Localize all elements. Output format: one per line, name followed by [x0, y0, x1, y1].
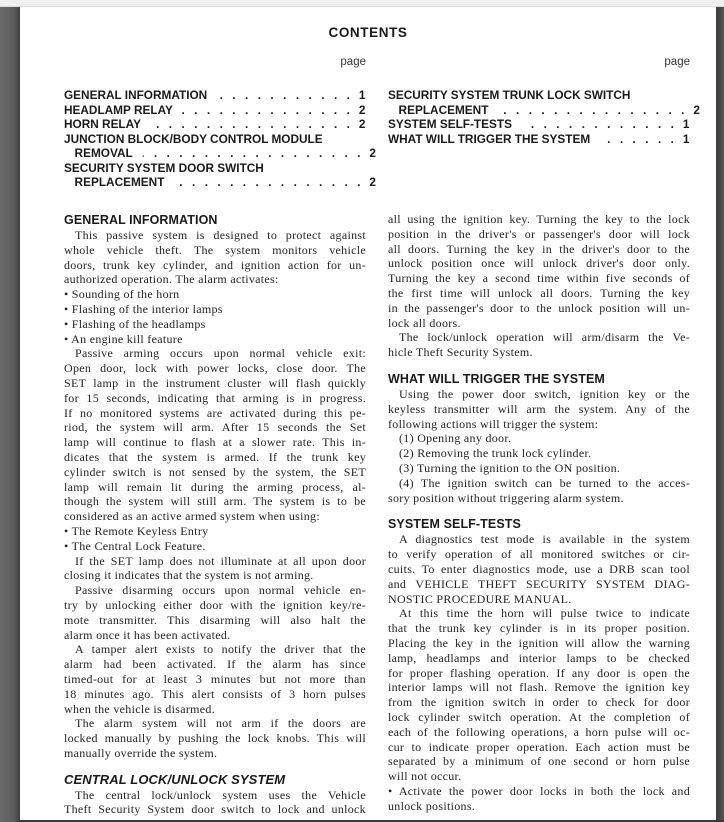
text-line: alarm had been activated. If the alarm has since: [64, 657, 366, 672]
paragraph: [64, 583, 366, 642]
dot-leader: [142, 146, 363, 161]
text-line: keyless transmitter will arm the system. Any of the: [388, 401, 690, 416]
text-line: Turning the key a second time within five seconds of: [388, 271, 690, 286]
text-line: whole vehicle theft. The system monitors vehicle: [64, 242, 366, 257]
dot-leader: [151, 117, 354, 132]
text-line: separated by a minimum of one second or horn pulse: [388, 754, 690, 769]
text-line: Using the power door switch, ignition key or the: [399, 386, 690, 401]
text-line: lock all doors.: [388, 315, 461, 330]
text-line: though the system will still arm. The system is to be: [64, 494, 366, 509]
text-line: will not occur.: [388, 769, 462, 784]
paragraph: [64, 788, 366, 818]
text-line: unlock positions.: [388, 798, 476, 813]
text-line: and VEHICLE THEFT SECURITY SYSTEM DIAG-: [388, 576, 690, 591]
toc-page-number: 2: [693, 102, 700, 117]
paragraph: [64, 332, 366, 347]
text-line: sory position without triggering alarm system.: [388, 490, 624, 505]
toc-entry-label: REMOVAL: [74, 146, 133, 160]
paragraph: [64, 302, 366, 317]
text-line: Passive disarming occurs upon normal vehicle en-: [75, 583, 366, 598]
text-line: following actions will trigger the system:: [388, 416, 599, 431]
text-line: closing it indicates that the system is not arming.: [64, 568, 314, 583]
paragraph: [64, 554, 366, 584]
text-line: cur to indicate proper operation. Each action must be: [388, 739, 690, 754]
text-line: when the vehicle is disarmed.: [64, 701, 215, 716]
toc-entry-label: HEADLAMP RELAY: [64, 102, 173, 117]
paragraph: [64, 287, 366, 302]
text-line: cuits. To enter diagnostics mode, use a DRB scan tool: [388, 561, 690, 576]
paragraph: [64, 716, 366, 760]
paragraph: [64, 317, 366, 332]
paragraph: [64, 346, 366, 524]
toc-entry[interactable]: [388, 88, 689, 103]
text-line: • An engine kill feature: [64, 331, 183, 346]
text-line: • Activate the power door locks in both the lock and: [388, 783, 690, 798]
text-line: manually override the system.: [64, 745, 218, 760]
toc-entry[interactable]: [64, 146, 376, 161]
toc-entry[interactable]: [388, 117, 689, 132]
toc-entry-label: GENERAL INFORMATION: [64, 88, 208, 102]
dot-leader: [498, 103, 688, 118]
text-line: considered as an active armed system when using:: [64, 509, 320, 524]
dot-leader: [217, 88, 353, 103]
viewer-left-margin: [0, 7, 20, 822]
paragraph: [388, 212, 690, 330]
text-line: all doors. Turning the key in the driver's door to the: [388, 241, 690, 256]
toc-left-column: [64, 88, 376, 190]
section-heading: CENTRAL LOCK/UNLOCK SYSTEM: [64, 771, 286, 787]
text-line: The alarm system will not arm if the doors are: [75, 716, 366, 731]
paragraph: [64, 524, 366, 539]
toc-entry-label: SECURITY SYSTEM TRUNK LOCK SWITCH: [388, 88, 631, 102]
paragraph: [388, 387, 690, 431]
toc-page-number: 2: [358, 102, 366, 117]
toc-entry-label: HORN RELAY: [64, 117, 141, 131]
dot-leader: [174, 175, 364, 190]
text-line: • Flashing of the headlamps: [64, 316, 206, 331]
toc-page-number: 2: [369, 175, 376, 189]
toc-entry[interactable]: [64, 161, 365, 176]
text-line: • The Remote Keyless Entry: [64, 523, 209, 538]
paragraph: [388, 461, 690, 476]
text-line: for proper flashing operation. If any door is open the: [388, 665, 690, 680]
toc-page-number: 1: [682, 131, 690, 146]
text-line: lamp, headlamps and interior lamps to be checked: [388, 650, 690, 665]
text-line: cylinder switch is not sensed by the system, the SET: [64, 464, 366, 479]
text-line: Open door, lock with power locks, close door. The: [64, 361, 366, 376]
text-line: If the SET lamp does not illuminate at all upon door: [75, 553, 366, 568]
text-line: • The Central Lock Feature.: [64, 538, 206, 553]
text-line: riod, the system will arm. After 15 seconds the Set: [64, 420, 366, 435]
paragraph: [388, 606, 690, 784]
dot-leader: [600, 132, 677, 147]
text-line: hicle Theft Security System.: [388, 345, 533, 360]
text-line: This passive system is designed to protect against: [75, 228, 366, 242]
toc-page-number: 2: [358, 117, 366, 131]
paragraph: [64, 539, 366, 554]
toc-entry[interactable]: [64, 88, 365, 103]
text-line: timed-out for at least 3 minutes but not more than: [64, 671, 366, 686]
text-line: (4) The ignition switch can be turned to the acces-: [399, 475, 690, 490]
text-line: Passive arming occurs upon normal vehicle exit:: [75, 346, 366, 361]
toc-entry-label: JUNCTION BLOCK/BODY CONTROL MODULE: [64, 131, 323, 146]
text-line: try by unlocking either door with the ignition key/re-: [64, 597, 366, 612]
paragraph: [388, 476, 690, 506]
toc-entry-label: SECURITY SYSTEM DOOR SWITCH: [64, 160, 264, 175]
text-line: • Flashing of the interior lamps: [64, 301, 223, 316]
text-line: interior lamps will not flash. Remove the ignition key: [388, 680, 690, 695]
body-right-column: [388, 212, 690, 813]
section-heading: GENERAL INFORMATION: [64, 213, 218, 227]
text-line: lamp will continue to flash at a slower rate. This in-: [64, 435, 366, 450]
text-line: for 15 seconds, indicating that arming is in progress.: [64, 390, 366, 405]
dot-leader: [182, 103, 353, 118]
text-line: authorized operation. The alarm activates:: [64, 272, 279, 287]
text-line: that the trunk key cylinder is in its proper position.: [388, 621, 690, 636]
toc-entry[interactable]: [64, 175, 376, 190]
text-line: Theft Security System door switch to lock and unlock: [64, 802, 366, 817]
paragraph: [388, 431, 690, 446]
text-line: A tamper alert exists to notify the driver that the: [75, 642, 366, 657]
section-heading: SYSTEM SELF-TESTS: [388, 517, 521, 532]
text-line: NOSTIC PROCEDURE MANUAL.: [388, 591, 572, 606]
toc-page-number: 2: [369, 146, 376, 160]
text-line: to verify operation of all monitored switches or cir-: [388, 547, 690, 562]
text-line: The lock/unlock operation will arm/disarm the Ve-: [399, 330, 690, 345]
text-line: Placing the key in the ignition will allow the warning: [388, 635, 690, 650]
text-line: all using the ignition key. Turning the key to the lock: [388, 212, 690, 226]
text-line: doors, trunk key cylinder, and ignition action for un-: [64, 257, 366, 272]
text-line: from the ignition switch in order to check for door: [388, 695, 690, 710]
paragraph: [388, 330, 690, 360]
text-line: locked manually by pushing the lock knobs. This will: [64, 731, 366, 746]
toc-entry-label: SYSTEM SELF-TESTS: [388, 117, 512, 131]
text-line: unlock position once will unlock driver's door only.: [388, 256, 690, 271]
viewer-scrollbar[interactable]: [716, 7, 724, 822]
toc-page-number: 1: [358, 88, 366, 102]
paragraph: [64, 228, 366, 287]
text-line: At this time the horn will pulse twice to indicate: [399, 606, 690, 621]
toc-entry[interactable]: [64, 132, 365, 147]
text-line: (2) Removing the trunk lock cylinder.: [399, 446, 592, 461]
text-line: 18 minutes ago. This alert consists of 3 horn pulses: [64, 686, 366, 701]
toc-entry-label: WHAT WILL TRIGGER THE SYSTEM: [388, 131, 591, 146]
toc-entry-label: REPLACEMENT: [74, 175, 165, 189]
toc-page-number: 1: [682, 117, 690, 131]
toc-entry[interactable]: [388, 103, 700, 118]
toc-entry[interactable]: [64, 103, 365, 118]
text-line: The central lock/unlock system uses the Vehicle: [75, 787, 366, 802]
dot-leader: [522, 117, 678, 132]
paragraph: [388, 784, 690, 814]
document-page: [20, 7, 716, 820]
toc-page-label-left: page: [340, 56, 366, 68]
paragraph: [64, 642, 366, 716]
toc-right-column: [388, 88, 700, 146]
section-heading: WHAT WILL TRIGGER THE SYSTEM: [388, 371, 605, 386]
text-line: SET lamp in the instrument cluster will flash quickly: [64, 375, 366, 390]
text-line: (1) Opening any door.: [399, 431, 512, 446]
text-line: lamp will remain lit during the arming process, al-: [64, 479, 366, 494]
text-line: each of the following operations, a horn pulse will oc-: [388, 724, 690, 739]
toc-entry[interactable]: [64, 117, 365, 132]
toc-entry-label: REPLACEMENT: [398, 102, 489, 117]
viewer-top-strip: [0, 0, 724, 7]
text-line: lock cylinder switch operation. At the completion of: [388, 709, 690, 724]
text-line: (3) Turning the ignition to the ON position.: [399, 460, 621, 475]
toc-entry[interactable]: [388, 132, 689, 147]
text-line: If no monitored systems are activated during this pe-: [64, 405, 366, 420]
paragraph: [388, 446, 690, 461]
text-line: A diagnostics test mode is available in the system: [399, 532, 690, 547]
text-line: alarm once it has been activated.: [64, 627, 231, 642]
body-left-column: [64, 212, 366, 817]
text-line: mote transmitter. This disarming will also halt the: [64, 612, 366, 627]
paragraph: [388, 532, 690, 606]
text-line: dicates that the system is armed. If the trunk key: [64, 449, 366, 464]
text-line: position in the driver's or passenger's door will lock: [388, 226, 690, 241]
contents-title: CONTENTS: [328, 25, 408, 40]
text-line: the first time will unlock all doors. Turning the key: [388, 285, 690, 300]
toc-page-label-right: page: [664, 56, 690, 68]
text-line: in the passenger's door to the unlock position will un-: [388, 300, 690, 315]
text-line: • Sounding of the horn: [64, 287, 180, 302]
